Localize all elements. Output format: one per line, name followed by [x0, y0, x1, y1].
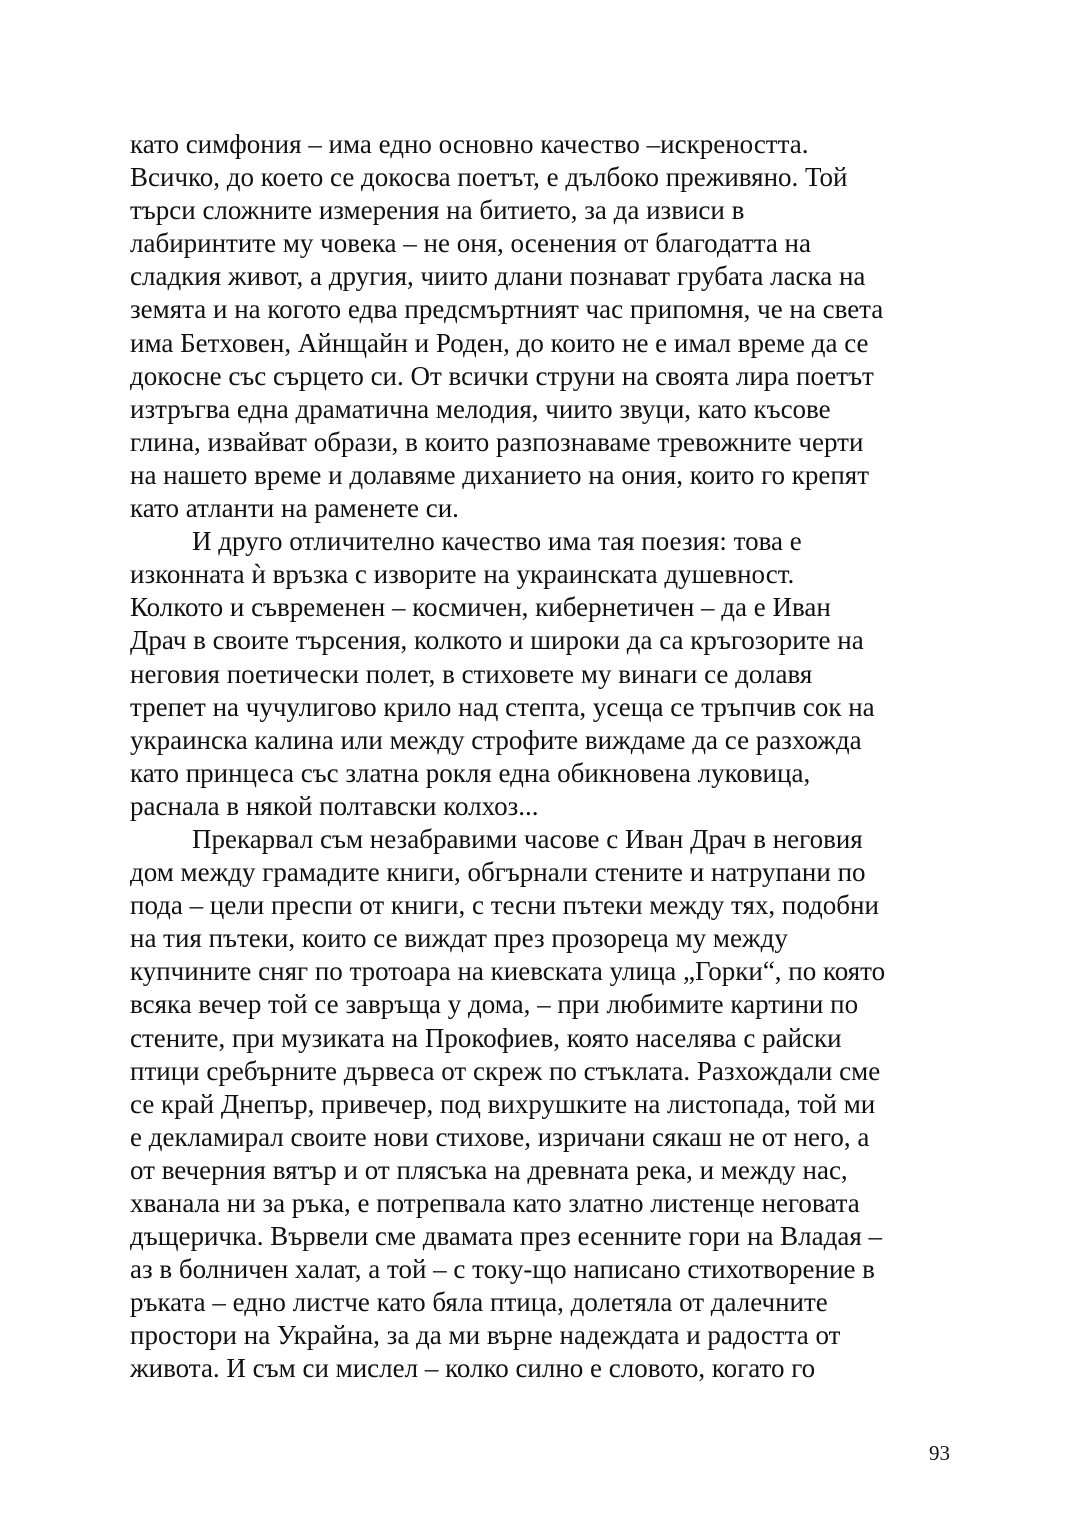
text-line: като симфония – има едно основно качество –искреността.: [130, 129, 809, 159]
text-line: Всичко, до което се докосва поетът, е дълбоко преживяно. Той: [130, 162, 848, 193]
text-line: на нашето време и долавяме диханието на ония, които го крепят: [130, 459, 870, 490]
text-line: се край Днепър, привечер, под вихрушките на листопада, той ми: [130, 1088, 876, 1119]
text-line: аз в болничен халат, а той – с току-що написано стихотворение в: [130, 1254, 875, 1285]
text-line: украинска калина или между строфите виждаме да се разхожда: [130, 724, 862, 755]
text-line: земята и на когото едва предсмъртният час припомня, че на света: [130, 294, 884, 325]
text-line: Колкото и съвременен – космичен, кибернетичен – да е Иван: [130, 592, 831, 623]
text-line: докосне със сърцето си. От всички струни на своята лира поетът: [130, 360, 874, 391]
page-number: 93: [929, 1441, 950, 1465]
text-line: изтръгва една драматична мелодия, чиито звуци, като късове: [130, 393, 831, 424]
text-line: търси сложните измерения на битието, за да извиси в: [130, 195, 745, 226]
text-line: е декламирал своите нови стихове, изричани сякаш не от него, а: [130, 1121, 870, 1152]
text-line: от вечерния вятър и от плясъка на древната река, и между нас,: [130, 1154, 848, 1185]
text-line: има Бетховен, Айнщайн и Роден, до които не е имал време да се: [130, 327, 869, 358]
text-line: хванала ни за ръка, е потрепвала като златно листенце неговата: [130, 1188, 860, 1218]
paragraph-first-line: Прекарвал съм незабравими часове с Иван Драч в неговия: [192, 823, 863, 854]
text-line: пода – цели преспи от книги, с тесни пътеки между тях, подобни: [130, 890, 879, 921]
text-line: глина, извайват образи, в които разпознаваме тревожните черти: [130, 426, 864, 457]
text-line: птици сребърните дървеса от скреж по стъклата. Разхождали сме: [130, 1055, 881, 1086]
text-line: Драч в своите търсения, колкото и широки да са кръгозорите на: [130, 625, 864, 656]
text-line: лабиринтите му човека – не оня, осенения от благодатта на: [130, 228, 811, 259]
text-line: изконната ѝ връзка с изворите на украинската душевност.: [130, 559, 795, 590]
text-line: дом между грамадите книги, обгърнали стените и натрупани по: [130, 857, 866, 888]
text-line: като принцеса със златна рокля една обикновена луковица,: [130, 757, 811, 788]
text-line: трепет на чучулигово крило над степта, усеща се тръпчив сок на: [130, 691, 875, 722]
text-line: сладкия живот, а другия, чиито длани познават грубата ласка на: [130, 261, 866, 292]
text-line: живота. И съм си мислел – колко силно е словото, когато го: [130, 1353, 816, 1384]
body-text: [130, 128, 960, 1386]
text-line: раснала в някой полтавски колхоз...: [130, 790, 539, 821]
text-line: купчините сняг по тротоара на киевската улица „Горки“, по която: [130, 956, 886, 987]
paragraph-first-line: И друго отличително качество има тая поезия: това е: [192, 526, 802, 557]
text-line: като атланти на раменете си.: [130, 493, 459, 524]
text-line: на тия пътеки, които се виждат през прозореца му между: [130, 923, 788, 954]
text-line: неговия поетически полет, в стиховете му винаги се долавя: [130, 658, 813, 689]
text-line: всяка вечер той се завръща у дома, – при любимите картини по: [130, 989, 859, 1020]
text-line: простори на Украйна, за да ми върне надеждата и радостта от: [130, 1320, 841, 1351]
text-line: дъщеричка. Вървели сме двамата през есенните гори на Владая –: [130, 1221, 883, 1252]
text-line: стените, при музиката на Прокофиев, която населява с райски: [130, 1022, 842, 1053]
text-line: ръката – едно листче като бяла птица, долетяла от далечните: [130, 1287, 828, 1318]
